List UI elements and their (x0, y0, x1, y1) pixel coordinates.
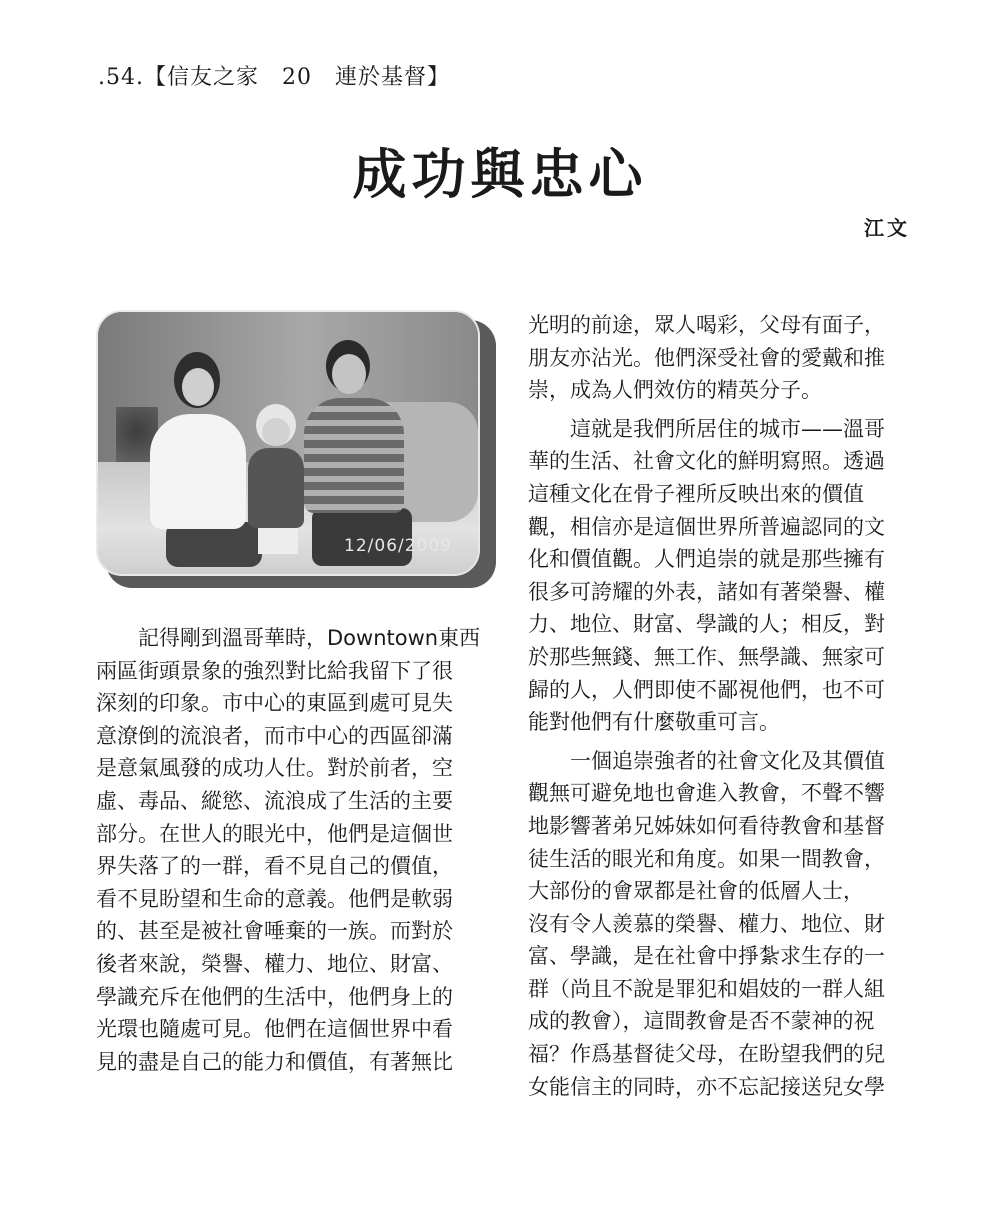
article-author: 江文 (864, 216, 910, 240)
text-line: 化和價值觀。人們追崇的就是那些擁有 (528, 547, 885, 572)
text-line: 沒有令人羨慕的榮譽、權力、地位、財 (528, 911, 885, 936)
text-line: 華的生活、社會文化的鮮明寫照。透過 (528, 449, 885, 474)
text-line: 看不見盼望和生命的意義。他們是軟弱 (96, 886, 453, 911)
text-line: 光環也隨處可見。他們在這個世界中看 (96, 1017, 453, 1042)
text-line: 於那些無錢、無工作、無學識、無家可 (528, 644, 885, 669)
text-line: 深刻的印象。市中心的東區到處可見失 (96, 691, 453, 716)
text-line: 學識充斥在他們的生活中，他們身上的 (96, 984, 453, 1009)
text-line: 女能信主的同時，亦不忘記接送兒女學 (528, 1074, 885, 1099)
text-line: 力、地位、財富、學識的人；相反，對 (528, 612, 885, 637)
text-line: 崇，成為人們效仿的精英分子。 (528, 378, 822, 403)
text-line: 能對他們有什麼敬重可言。 (528, 710, 780, 735)
page-header: .54.【信友之家 20 連於基督】 (98, 65, 450, 90)
left-column (96, 622, 500, 1078)
photo-person-woman (146, 352, 246, 567)
text-line: 部分。在世人的眼光中，他們是這個世 (96, 821, 453, 846)
text-line: 的、甚至是被社會唾棄的一族。而對於 (96, 919, 453, 944)
text-line: 地影響著弟兄姊妹如何看待教會和基督 (528, 813, 885, 838)
text-line: 虛、毒品、縱慾、流浪成了生活的主要 (96, 788, 453, 813)
text-line: 界失落了的一群，看不見自己的價值， (96, 854, 453, 879)
text-line: 徒生活的眼光和角度。如果一間教會， (528, 846, 885, 871)
text-line: 這種文化在骨子裡所反映出來的價值 (528, 481, 864, 506)
text-line: 兩區街頭景象的強烈對比給我留下了很 (96, 658, 453, 683)
text-line: 光明的前途，眾人喝彩，父母有面子， (528, 313, 885, 337)
text-line: 觀無可避免地也會進入教會，不聲不響 (528, 781, 885, 806)
article-title: 成功與忠心 (352, 143, 648, 206)
text-line: 富、學識，是在社會中掙紮求生存的一 (528, 944, 885, 969)
text-line: 歸的人，人們即使不鄙視他們，也不可 (528, 677, 885, 702)
text-line: 群（尚且不說是罪犯和娼妓的一群人組 (528, 976, 885, 1001)
text-line: 朋友亦沾光。他們深受社會的愛戴和推 (528, 345, 885, 370)
family-photo (96, 310, 480, 576)
text-line: 很多可誇耀的外表，諸如有著榮譽、權 (528, 579, 885, 604)
right-column (528, 309, 932, 1103)
text-line: 福？作爲基督徒父母，在盼望我們的兒 (528, 1042, 885, 1067)
text-line: 意潦倒的流浪者，而市中心的西區卻滿 (96, 723, 453, 748)
photo-date-stamp: 12/06/2009 (344, 536, 452, 556)
text-line: 成的教會），這間教會是否不蒙神的祝 (528, 1009, 875, 1034)
text-line: 是意氣風發的成功人仕。對於前者，空 (96, 756, 453, 781)
text-line: 記得剛到溫哥華時，Downtown東西 (96, 626, 481, 650)
text-line: 這就是我們所居住的城市——溫哥 (528, 416, 885, 441)
text-line: 後者來說，榮譽、權力、地位、財富、 (96, 951, 453, 976)
text-line: 大部份的會眾都是社會的低層人士， (528, 879, 864, 904)
text-line: 一個追崇強者的社會文化及其價值 (528, 748, 885, 773)
text-line: 見的盡是自己的能力和價值，有著無比 (96, 1049, 453, 1074)
text-line: 觀，相信亦是這個世界所普遍認同的文 (528, 514, 885, 539)
